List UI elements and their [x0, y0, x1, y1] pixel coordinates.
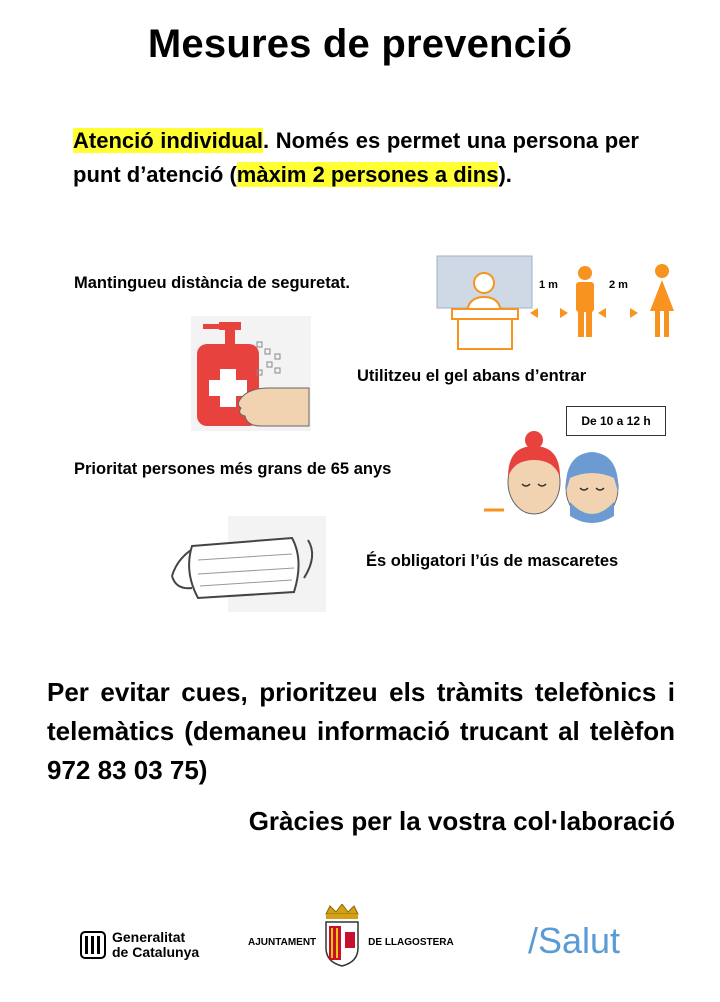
distance-2m-label: 2 m — [609, 279, 628, 291]
intro-paragraph — [73, 124, 639, 192]
ajuntament-left-text: AJUNTAMENT — [248, 937, 317, 948]
distance-illustration — [434, 253, 684, 353]
intro-highlight-max: màxim 2 persones a dins — [236, 162, 499, 187]
salut-logo: /Salut — [528, 920, 621, 961]
elderly-people-illustration — [482, 422, 632, 527]
gel-label: Utilitzeu el gel abans d’entrar — [357, 367, 587, 385]
thanks-message: Gràcies per la vostra col·laboració — [248, 806, 675, 836]
intro-text-1: . Només es permet una persona per punt d’atenció ( — [73, 128, 639, 187]
hand-sanitizer-illustration — [191, 316, 311, 431]
arrow-left-icon — [530, 308, 538, 318]
distance-1m-label: 1 m — [539, 279, 558, 291]
ajuntament-logo — [248, 904, 454, 968]
ajuntament-right-text: DE LLAGOSTERA — [368, 937, 454, 948]
schedule-badge: De 10 a 12 h — [566, 406, 666, 436]
intro-text-2: ). — [498, 162, 512, 187]
distance-label: Mantingueu distància de seguretat. — [74, 274, 350, 292]
bottom-message: Per evitar cues, prioritzeu els tràmits telefònics i telemàtics (demaneu informació trucant al telèfon 972 83 03 75) — [47, 677, 675, 785]
man-head-icon — [578, 266, 592, 280]
mask-icon — [189, 538, 298, 598]
clerk-head-icon — [474, 273, 494, 293]
generalitat-logo — [80, 930, 199, 960]
intro-highlight-individual: Atenció individual — [73, 128, 263, 153]
mask-label: És obligatori l’ús de mascaretes — [366, 552, 619, 570]
llagostera-shield-icon — [320, 904, 364, 968]
counter-body — [458, 319, 512, 349]
generalitat-line1: Generalitat — [112, 929, 186, 945]
counter-top — [452, 309, 518, 319]
face-mask-illustration — [168, 516, 326, 612]
woman-dress-icon — [650, 280, 674, 311]
page-title: Mesures de prevenció — [147, 22, 573, 66]
arrow-right-icon — [560, 308, 568, 318]
arrow-right-icon-2 — [630, 308, 638, 318]
generalitat-emblem-icon — [80, 931, 106, 959]
man-body-icon — [576, 282, 594, 312]
generalitat-line2: de Catalunya — [112, 944, 200, 960]
priority-label: Prioritat persones més grans de 65 anys — [74, 460, 392, 478]
hand-icon — [238, 388, 309, 426]
woman-head-icon — [655, 264, 669, 278]
arrow-left-icon-2 — [598, 308, 606, 318]
